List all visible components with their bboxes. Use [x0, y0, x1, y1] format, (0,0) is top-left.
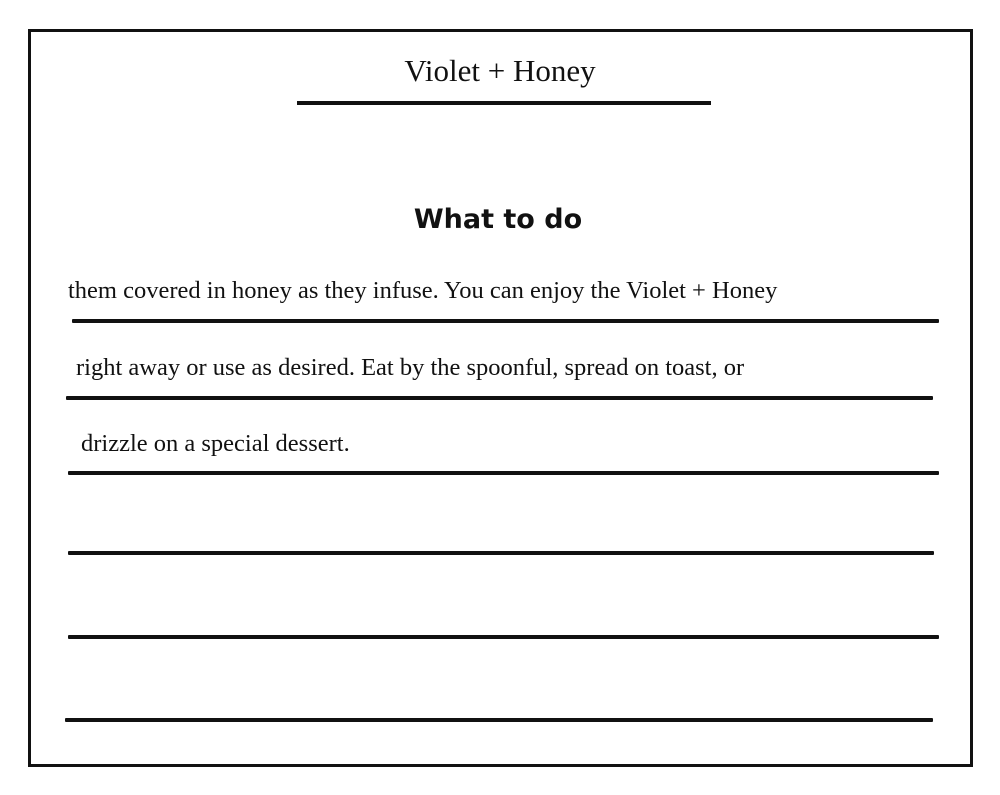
- recipe-title: Violet + Honey: [404, 53, 596, 88]
- instruction-line-2: right away or use as desired. Eat by the spoonful, spread on toast, or: [76, 354, 745, 381]
- writing-line-3: [68, 471, 939, 475]
- title-underline: [297, 101, 711, 105]
- writing-line-5: [68, 635, 939, 639]
- writing-line-2: [66, 396, 933, 400]
- instruction-line-1: them covered in honey as they infuse. You can enjoy the Violet + Honey: [68, 277, 778, 304]
- writing-line-1: [72, 319, 939, 323]
- instruction-line-3: drizzle on a special dessert.: [81, 430, 350, 457]
- writing-line-4: [68, 551, 934, 555]
- writing-line-6: [65, 718, 933, 722]
- section-heading: What to do: [413, 204, 583, 235]
